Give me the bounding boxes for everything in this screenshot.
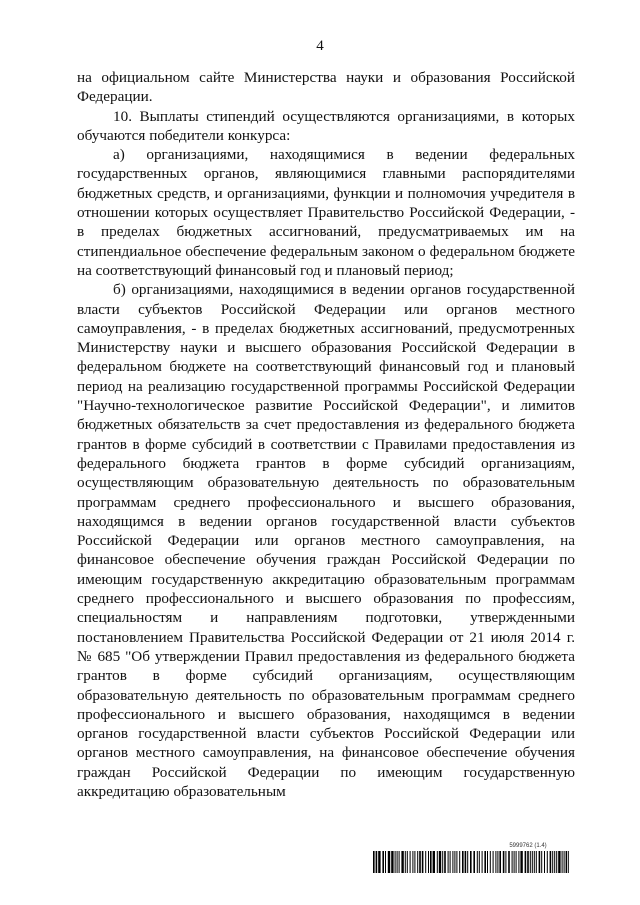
paragraph-subitem-b: б) организациями, находящимися в ведении органов государственной власти субъектов Российской Федерации или органов местного самоуправления, - в пределах бюджетных ассигнований, предусмотренных Министерству науки и высшего образования Российской Федерации в федеральном бюджете на соответствующий финансовый год и плановый период на реализацию государственной программы Российской Федерации "Научно-технологическое развитие Российской Федерации", и лимитов бюджетных обязательств за счет предоставления из федерального бюджета грантов в форме субсидий в соответствии с Правилами предоставления из федерального бюджета грантов в форме субсидий организациям, осуществляющим образовательную деятельность по образовательным программам среднего профессионального и высшего образования, находящимся в ведении органов государственной власти субъектов Российской Федерации или органов местного самоуправления, на финансовое обеспечение обучения граждан Российской Федерации по имеющим государственную аккредитацию образовательным программам среднего профессионального и высшего образования по профессиям, специальностям и направлениям подготовки, утвержденными постановлением Правительства Российской Федерации от 21 июля 2014 г. № 685 "Об утверждении Правил предоставления из федерального бюджета грантов в форме субсидий организациям, осуществляющим образовательную деятельность по образовательным программам среднего профессионального и высшего образования, находящимся в ведении органов государственной власти субъектов Российской Федерации или органов местного самоуправления, на финансовое обеспечение обучения граждан Российской Федерации по имеющим государственную аккредитацию образовательным	[77, 281, 575, 800]
body-text	[77, 68, 575, 801]
paragraph-item-10: 10. Выплаты стипендий осуществляются организациями, в которых обучаются победители конкурса:	[77, 107, 575, 144]
paragraph-subitem-a: а) организациями, находящимися в ведении федеральных государственных органов, являющимися главными распорядителями бюджетных средств, и организациями, функции и полномочия учредителя в отношении которых осуществляет Правительство Российской Федерации, - в пределах бюджетных ассигнований, предусматриваемых им на стипендиальное обеспечение федеральным законом о федеральном бюджете на соответствующий финансовый год и плановый период;	[77, 146, 575, 279]
paragraph-continuation: на официальном сайте Министерства науки и образования Российской Федерации.	[77, 69, 575, 106]
barcode-icon	[373, 851, 569, 873]
page-number: 4	[316, 38, 324, 54]
document-code: 5999762 (1.4)	[509, 843, 547, 849]
